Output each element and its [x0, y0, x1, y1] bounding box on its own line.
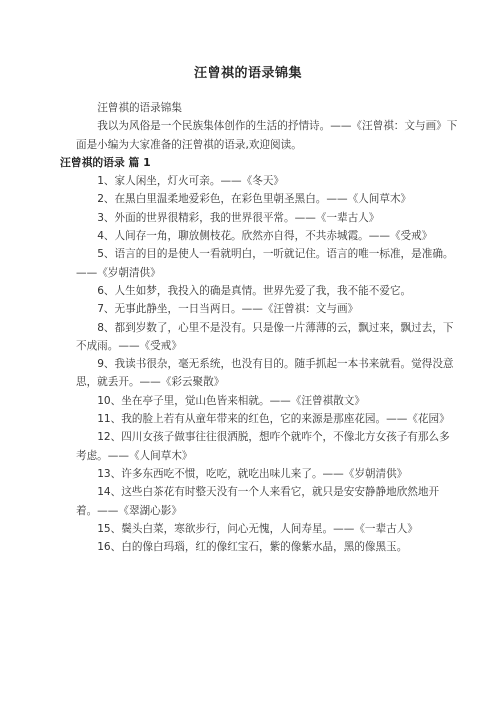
intro-paragraph: 我以为风俗是一个民族集体创作的生活的抒情诗。——《汪曾祺：文与画》下面是小编为大家准备的汪曾祺的语录,欢迎阅读。 — [76, 120, 458, 151]
quote-item: 11、我的脸上若有从童年带来的红色，它的来源是那座花园。——《花园》 — [97, 413, 450, 426]
quote-item: 8、都到岁数了，心里不是没有。只是像一片薄薄的云，飘过来，飘过去，下不成雨。——《受戒》 — [76, 321, 454, 352]
quote-list — [76, 172, 460, 556]
quote-item: 5、语言的目的是使人一看就明白，一听就记住。语言的唯一标准，是准确。——《岁朝清供》 — [76, 248, 454, 279]
quote-item: 9、我读书很杂，毫无系统，也没有目的。随手抓起一本书来就看。觉得没意思，就丢开。——《彩云聚散》 — [76, 358, 454, 389]
quote-item: 16、白的像白玛瑙，红的像红宝石，紫的像紫水晶，黑的像黑玉。 — [97, 541, 408, 554]
quote-item: 2、在黑白里温柔地爱彩色，在彩色里朝圣黑白。——《人间草木》 — [97, 193, 412, 206]
quote-item: 12、四川女孩子做事往往很洒脱，想咋个就咋个，不像北方女孩子有那么多考虑。——《人间草木》 — [76, 431, 450, 462]
document-title: 汪曾祺的语录锦集 — [193, 66, 302, 81]
quote-item: 3、外面的世界很精彩，我的世界很平常。——《一辈古人》 — [97, 211, 380, 224]
quote-item: 10、坐在亭子里，觉山色皆来相就。——《汪曾祺散文》 — [97, 394, 365, 407]
section-heading: 汪曾祺的语录 篇 1 — [60, 155, 151, 169]
intro-heading: 汪曾祺的语录锦集 — [97, 102, 182, 114]
quote-item: 1、家人闲坐，灯火可亲。——《冬天》 — [97, 175, 285, 188]
quote-item: 4、人间存一角，聊放侧枝花。欣然亦自得，不共赤城霞。——《受戒》 — [97, 230, 433, 243]
quote-item: 7、无事此静坐，一日当两日。——《汪曾祺：文与画》 — [97, 303, 359, 316]
quote-item: 13、许多东西吃不惯，吃吃，就吃出味儿来了。——《岁朝清供》 — [97, 467, 408, 480]
quote-item: 15、鬓头白菜，寒欲步行，问心无愧，人间寿星。——《一辈古人》 — [97, 522, 418, 535]
quote-item: 14、这些白茶花有时整天没有一个人来看它，就只是安安静静地欣然地开着。——《翠湖心影》 — [76, 486, 440, 517]
quote-item: 6、人生如梦，我投入的确是真情。世界先爱了我，我不能不爱它。 — [97, 284, 412, 297]
